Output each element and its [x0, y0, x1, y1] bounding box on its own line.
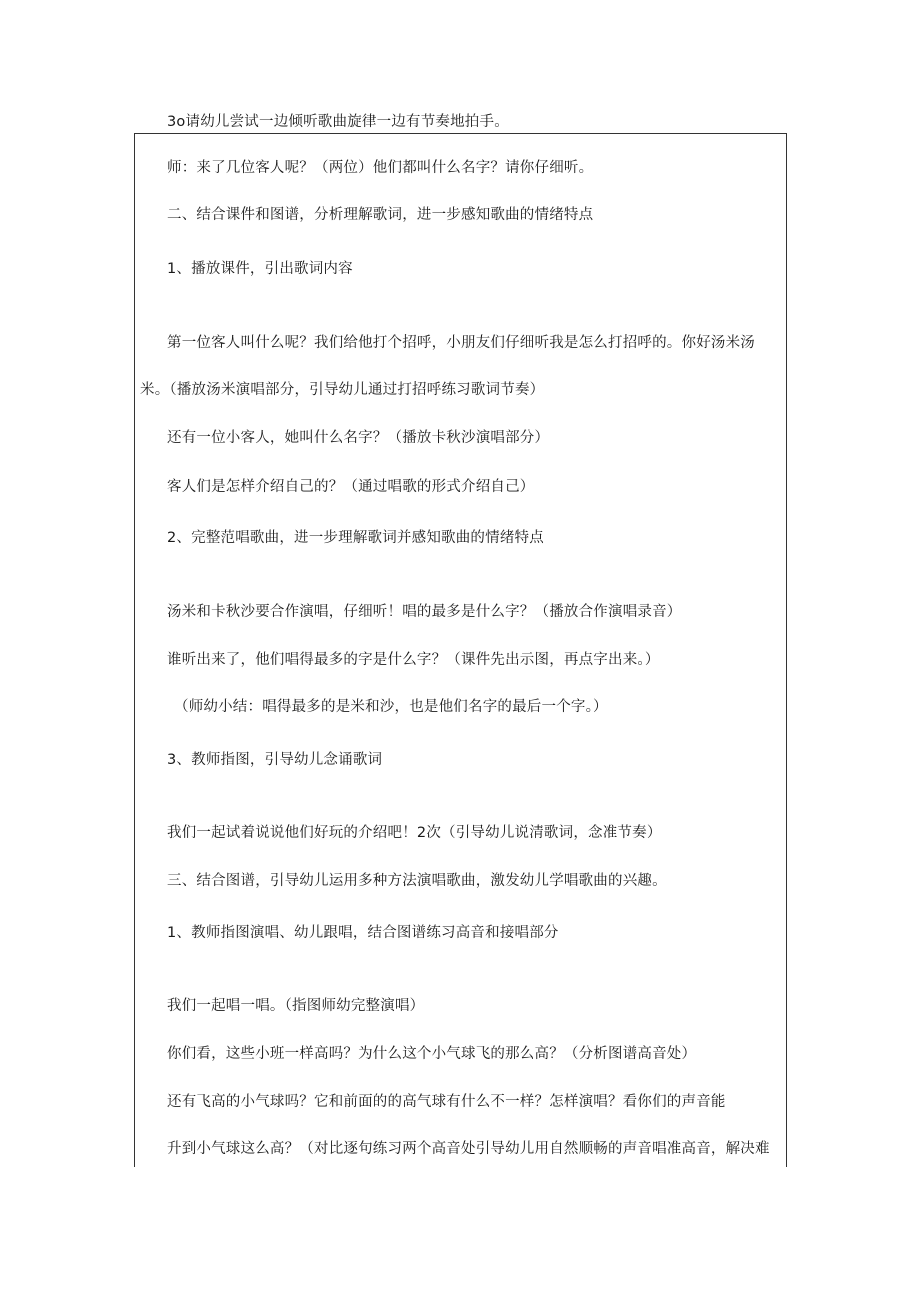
text-line: 第一位客人叫什么呢？我们给他打个招呼，小朋友们仔细听我是怎么打招呼的。你好汤米汤 [167, 335, 755, 351]
text-line: 我们一起唱一唱。（指图师幼完整演唱） [167, 998, 425, 1014]
text-line: 3o请幼儿尝试一边倾听歌曲旋律一边有节奏地拍手。 [167, 114, 509, 130]
text-line: （师幼小结：唱得最多的是米和沙，也是他们名字的最后一个字。） [174, 699, 608, 715]
text-line: 我们一起试着说说他们好玩的介绍吧！2次（引导幼儿说清歌词，念准节奏） [167, 825, 662, 841]
table-border-right [786, 133, 787, 1167]
table-border-top [134, 133, 787, 134]
text-line: 你们看，这些小班一样高吗？为什么这个小气球飞的那么高？（分析图谱高音处） [167, 1046, 697, 1062]
subsection-heading: 1、教师指图演唱、幼儿跟唱，结合图谱练习高音和接唱部分 [167, 925, 559, 941]
text-line: 谁听出来了，他们唱得最多的字是什么字？（课件先出示图，再点字出来。） [167, 652, 660, 668]
text-line: 师：来了几位客人呢？（两位）他们都叫什么名字？请你仔细听。 [167, 160, 594, 176]
text-line: 还有一位小客人，她叫什么名字？（播放卡秋沙演唱部分） [167, 430, 550, 446]
subsection-heading: 3、教师指图，引导幼儿念诵歌词 [167, 752, 383, 768]
section-heading: 三、结合图谱，引导幼儿运用多种方法演唱歌曲，激发幼儿学唱歌曲的兴趣。 [167, 873, 667, 889]
section-heading: 二、结合课件和图谱，分析理解歌词，进一步感知歌曲的情绪特点 [167, 207, 594, 223]
table-border-left [134, 133, 135, 1167]
text-line: 客人们是怎样介绍自己的？（通过唱歌的形式介绍自己） [167, 479, 535, 495]
text-line: 升到小气球这么高？（对比逐句练习两个高音处引导幼儿用自然顺畅的声音唱准高音，解决难 [167, 1141, 770, 1157]
subsection-heading: 2、完整范唱歌曲，进一步理解歌词并感知歌曲的情绪特点 [167, 530, 544, 546]
text-line: 汤米和卡秋沙要合作演唱，仔细听！唱的最多是什么字？（播放合作演唱录音） [167, 604, 682, 620]
text-line: 米。（播放汤米演唱部分，引导幼儿通过打招呼练习歌词节奏） [140, 382, 545, 398]
subsection-heading: 1、播放课件，引出歌词内容 [167, 261, 353, 277]
text-line: 还有飞高的小气球吗？它和前面的的高气球有什么不一样？怎样演唱？看你们的声音能 [167, 1094, 726, 1110]
